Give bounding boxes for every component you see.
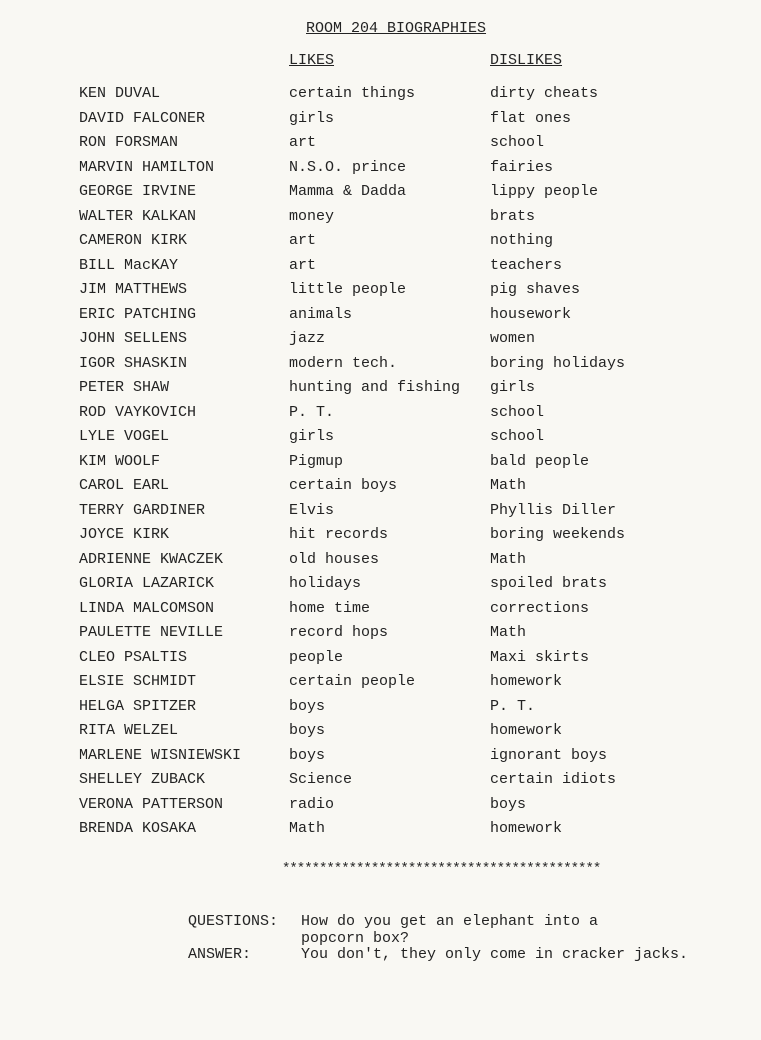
student-name: MARLENE WISNIEWSKI [79,746,242,764]
student-name: GEORGE IRVINE [79,183,197,200]
student-name: SHELLEY ZUBACK [79,771,206,788]
student-dislikes: women [490,330,536,347]
student-name: LYLE VOGEL [79,428,170,445]
student-dislikes: bald people [490,452,590,470]
student-likes: record hops [289,624,389,641]
student-likes: old houses [289,550,380,568]
student-dislikes: boys [490,795,527,813]
table-row [0,721,761,746]
student-likes: certain things [289,85,416,102]
student-likes: hunting and fishing [289,379,461,396]
table-row [0,329,761,354]
student-name: BILL MacKAY [79,256,179,274]
table-row [0,476,761,501]
student-name: JOYCE KIRK [79,526,170,543]
student-name: DAVID FALCONER [79,109,206,127]
table-row [0,133,761,158]
student-dislikes: nothing [490,232,554,249]
student-name: KIM WOOLF [79,452,161,470]
student-likes: Pigmup [289,452,344,470]
table-row [0,819,761,844]
student-dislikes: flat ones [490,109,572,127]
student-dislikes: Math [490,477,527,494]
student-dislikes: ignorant boys [490,746,608,764]
table-row [0,305,761,330]
student-dislikes: brats [490,207,536,225]
student-likes: boys [289,746,326,764]
biography-table [0,84,761,844]
student-likes: N.S.O. prince [289,158,407,176]
dislikes-header: DISLIKES [490,52,563,69]
student-name: CLEO PSALTIS [79,648,188,666]
table-row [0,84,761,109]
table-row [0,231,761,256]
question-text-line1: How do you get an elephant into a [301,913,599,930]
table-row [0,795,761,820]
student-dislikes: Phyllis Diller [490,501,617,519]
student-name: ROD VAYKOVICH [79,403,197,421]
table-row [0,623,761,648]
student-name: PETER SHAW [79,379,170,396]
student-name: VERONA PATTERSON [79,795,224,813]
student-likes: P. T. [289,403,335,421]
table-row [0,525,761,550]
student-likes: little people [289,281,407,298]
student-dislikes: fairies [490,158,554,176]
student-name: GLORIA LAZARICK [79,575,215,592]
table-row [0,207,761,232]
student-dislikes: boring weekends [490,526,626,543]
student-name: WALTER KALKAN [79,207,197,225]
table-row [0,574,761,599]
student-name: CAMERON KIRK [79,232,188,249]
student-likes: art [289,256,317,274]
student-likes: Math [289,820,326,837]
student-dislikes: spoiled brats [490,575,608,592]
student-name: RON FORSMAN [79,134,179,151]
separator-line: ******************************************* [282,861,601,877]
student-likes: money [289,207,335,225]
student-likes: home time [289,599,371,617]
student-dislikes: teachers [490,256,563,274]
student-likes: boys [289,722,326,739]
student-likes: art [289,232,317,249]
table-row [0,672,761,697]
question-label: QUESTIONS: [188,913,279,930]
page-title: ROOM 204 BIOGRAPHIES [306,20,487,37]
student-name: CAROL EARL [79,477,170,494]
table-row [0,746,761,771]
student-likes: certain people [289,673,416,690]
student-likes: hit records [289,526,389,543]
student-name: BRENDA KOSAKA [79,820,197,837]
student-dislikes: corrections [490,599,590,617]
student-dislikes: housework [490,305,572,323]
table-row [0,378,761,403]
student-name: JOHN SELLENS [79,330,188,347]
student-name: RITA WELZEL [79,722,179,739]
student-dislikes: Maxi skirts [490,648,590,666]
answer-text: You don't, they only come in cracker jacks. [301,946,689,963]
table-row [0,182,761,207]
student-likes: modern tech. [289,354,398,372]
student-name: LINDA MALCOMSON [79,599,215,617]
student-name: IGOR SHASKIN [79,354,188,372]
table-row [0,354,761,379]
student-likes: radio [289,795,335,813]
student-dislikes: lippy people [490,183,599,200]
student-likes: boys [289,697,326,715]
student-name: TERRY GARDINER [79,501,206,519]
table-row [0,452,761,477]
student-likes: art [289,134,317,151]
student-likes: animals [289,305,353,323]
student-dislikes: school [490,403,545,421]
student-likes: holidays [289,575,362,592]
student-dislikes: boring holidays [490,354,626,372]
student-dislikes: homework [490,673,563,690]
student-likes: girls [289,109,335,127]
table-row [0,501,761,526]
student-name: MARVIN HAMILTON [79,158,215,176]
table-row [0,770,761,795]
student-dislikes: Math [490,550,527,568]
student-likes: girls [289,428,335,445]
table-row [0,550,761,575]
student-name: ERIC PATCHING [79,305,197,323]
student-name: HELGA SPITZER [79,697,197,715]
student-dislikes: pig shaves [490,281,581,298]
student-likes: people [289,648,344,666]
table-row [0,109,761,134]
student-dislikes: homework [490,722,563,739]
student-dislikes: school [490,428,545,445]
student-likes: jazz [289,330,326,347]
table-row [0,403,761,428]
table-row [0,427,761,452]
table-row [0,256,761,281]
student-name: ADRIENNE KWACZEK [79,550,224,568]
table-row [0,280,761,305]
table-row [0,158,761,183]
student-likes: Mamma & Dadda [289,183,407,200]
student-name: KEN DUVAL [79,85,161,102]
student-dislikes: P. T. [490,697,536,715]
table-row [0,697,761,722]
question-text-line2: popcorn box? [301,930,410,947]
table-row [0,648,761,673]
likes-header: LIKES [289,52,335,69]
student-name: ELSIE SCHMIDT [79,673,197,690]
student-likes: certain boys [289,477,398,494]
student-dislikes: Math [490,624,527,641]
student-name: PAULETTE NEVILLE [79,624,224,641]
student-name: JIM MATTHEWS [79,281,188,298]
answer-label: ANSWER: [188,946,252,963]
student-dislikes: school [490,134,545,151]
student-dislikes: girls [490,379,536,396]
student-likes: Science [289,771,353,788]
student-likes: Elvis [289,501,335,519]
table-row [0,599,761,624]
student-dislikes: certain idiots [490,771,617,788]
student-dislikes: dirty cheats [490,85,599,102]
student-dislikes: homework [490,820,563,837]
